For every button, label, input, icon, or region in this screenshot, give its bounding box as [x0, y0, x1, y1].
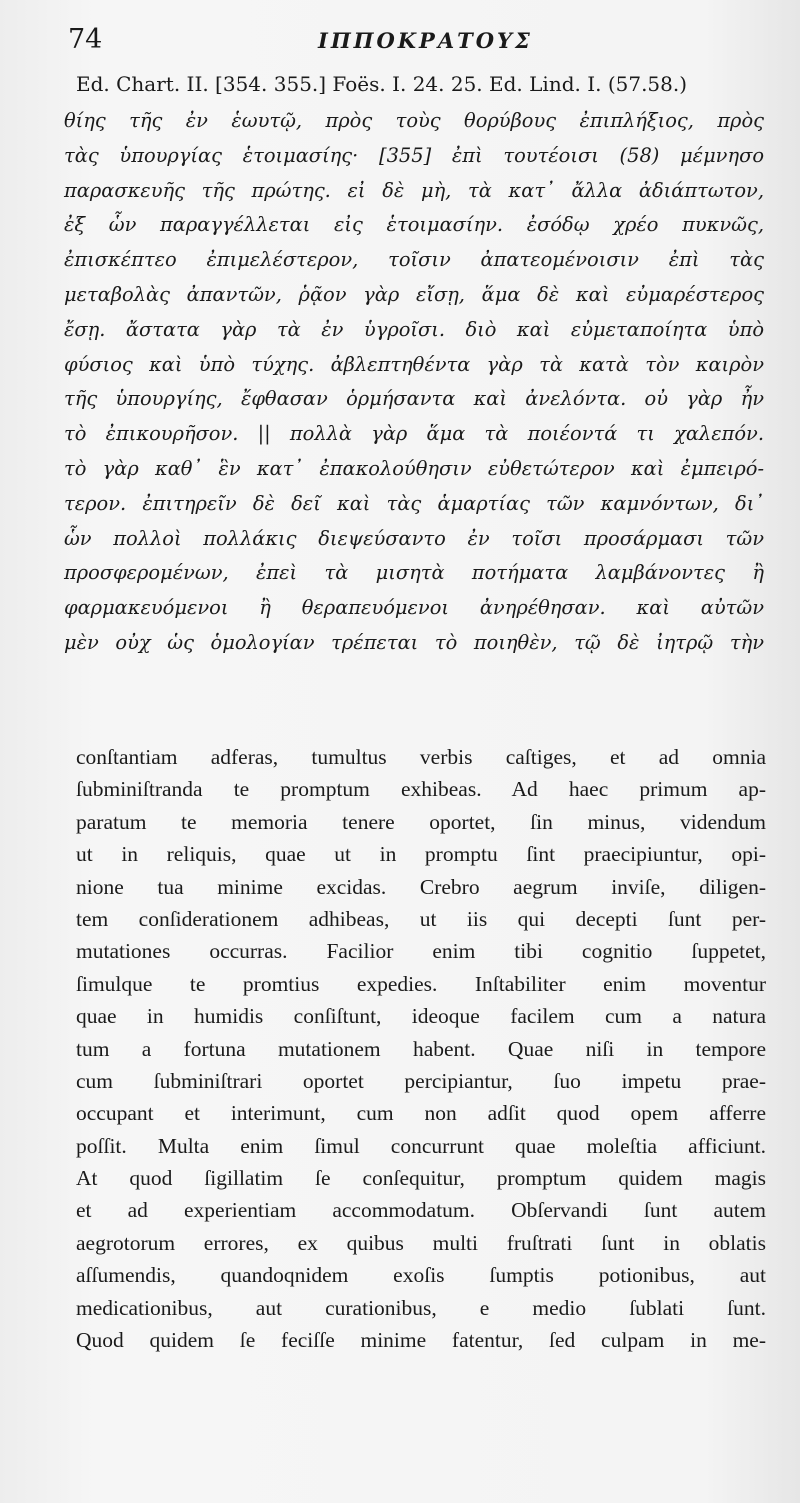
- latin-line: nione tua minime excidas. Crebro aegrum inviſe, diligen-: [76, 874, 766, 899]
- greek-line: ἔσῃ. ἄστατα γὰρ τὰ ἐν ὑγροῖσι. διὸ καὶ εὐμεταποίητα ὑπὸ: [64, 317, 764, 341]
- latin-line: ſubminiſtranda te promptum exhibeas. Ad haec primum ap-: [76, 777, 766, 802]
- latin-line: medicationibus, aut curationibus, e medio ſublati ſunt.: [76, 1295, 766, 1320]
- page-header: [68, 22, 768, 62]
- section-separator: [60, 700, 760, 701]
- latin-line: et ad experientiam accommodatum. Obſervandi ſunt autem: [76, 1198, 766, 1223]
- latin-line: ſimulque te promtius expedies. Inſtabiliter enim moventur: [76, 971, 766, 996]
- latin-line: cum ſubminiſtrari oportet percipiantur, ſuo impetu prae-: [76, 1068, 766, 1093]
- latin-line: quae in humidis conſiſtunt, ideoque facilem cum a natura: [76, 1004, 766, 1029]
- latin-line: poſſit. Multa enim ſimul concurrunt quae moleſtia afficiunt.: [76, 1133, 766, 1158]
- latin-line: mutationes occurras. Facilior enim tibi cognitio ſuppetet,: [76, 939, 766, 964]
- greek-line: μεταβολὰς ἀπαντῶν, ῥᾷον γὰρ εἴσῃ, ἅμα δὲ καὶ εὐμαρέστερος: [64, 282, 764, 306]
- greek-line: φαρμακευόμενοι ἢ θεραπευόμενοι ἀνηρέθησαν. καὶ αὐτῶν: [64, 596, 764, 620]
- latin-line: aegrotorum errores, ex quibus multi fruſtrati ſunt in oblatis: [76, 1230, 766, 1255]
- latin-line: At quod ſigillatim ſe conſequitur, promptum quidem magis: [76, 1166, 766, 1191]
- latin-text-block: [76, 741, 766, 1356]
- latin-line: occupant et interimunt, cum non adſit quod opem afferre: [76, 1101, 766, 1126]
- page-number: 74: [68, 24, 103, 55]
- greek-line: τῆς ὑπουργίης, ἔφθασαν ὁρμήσαντα καὶ ἀνελόντα. οὐ γὰρ ἦν: [64, 387, 764, 411]
- greek-text-block: [64, 104, 764, 661]
- running-title: ΙΠΠΟΚΡΑΤΟΥΣ: [318, 28, 533, 53]
- greek-line: μὲν οὐχ ὡς ὁμολογίαν τρέπεται τὸ ποιηθὲν, τῷ δὲ ἰητρῷ τὴν: [64, 630, 764, 654]
- greek-line: θίης τῆς ἐν ἑωυτῷ, πρὸς τοὺς θορύβους ἐπιπλήξιος, πρὸς: [64, 109, 764, 132]
- greek-line: ὧν πολλοὶ πολλάκις διεψεύσαντο ἐν τοῖσι προσάρμασι τῶν: [64, 526, 764, 550]
- latin-line: aſſumendis, quandoqnidem exoſis ſumptis potionibus, aut: [76, 1263, 766, 1288]
- greek-line: τὰς ὑπουργίας ἑτοιμασίης· [355] ἐπὶ τουτέοισι (58) μέμνησο: [64, 143, 764, 167]
- greek-line: φύσιος καὶ ὑπὸ τύχης. ἀβλεπτηθέντα γὰρ τὰ κατὰ τὸν καιρὸν: [64, 352, 764, 376]
- edition-reference-line: Ed. Chart. II. [354. 355.] Foës. I. 24. 25. Ed. Lind. I. (57.58.): [76, 72, 688, 96]
- latin-line: tem conſiderationem adhibeas, ut iis qui decepti ſunt per-: [76, 906, 766, 931]
- greek-line: ἐξ ὧν παραγγέλλεται εἰς ἑτοιμασίην. ἐσόδῳ χρέο πυκνῶς,: [64, 213, 764, 237]
- latin-line: conſtantiam adferas, tumultus verbis caſtiges, et ad omnia: [76, 745, 766, 769]
- latin-line: paratum te memoria tenere oportet, ſin minus, videndum: [76, 809, 766, 834]
- greek-line: τερον. ἐπιτηρεῖν δὲ δεῖ καὶ τὰς ἁμαρτίας τῶν καμνόντων, δι᾽: [64, 491, 764, 515]
- latin-line: tum a fortuna mutationem habent. Quae niſi in tempore: [76, 1036, 766, 1061]
- greek-line: προσφερομένων, ἐπεὶ τὰ μισητὰ ποτήματα λαμβάνοντες ἢ: [64, 561, 764, 585]
- latin-line: Quod quidem ſe feciſſe minime fatentur, ſed culpam in me-: [76, 1328, 766, 1353]
- greek-line: τὸ γὰρ καθ᾽ ἓν κατ᾽ ἐπακολούθησιν εὐθετώτερον καὶ ἐμπειρό-: [64, 456, 764, 480]
- greek-line: τὸ ἐπικουρῆσον. || πολλὰ γὰρ ἅμα τὰ ποιέοντά τι χαλεπόν.: [64, 422, 764, 446]
- greek-line: παρασκευῆς τῆς πρώτης. εἰ δὲ μὴ, τὰ κατ᾽ ἄλλα ἀδιάπτωτον,: [64, 178, 764, 202]
- latin-line: ut in reliquis, quae ut in promptu ſint praecipiuntur, opi-: [76, 842, 766, 867]
- greek-line: ἐπισκέπτεο ἐπιμελέστερον, τοῖσιν ἀπατεομένοισιν ἐπὶ τὰς: [64, 248, 764, 272]
